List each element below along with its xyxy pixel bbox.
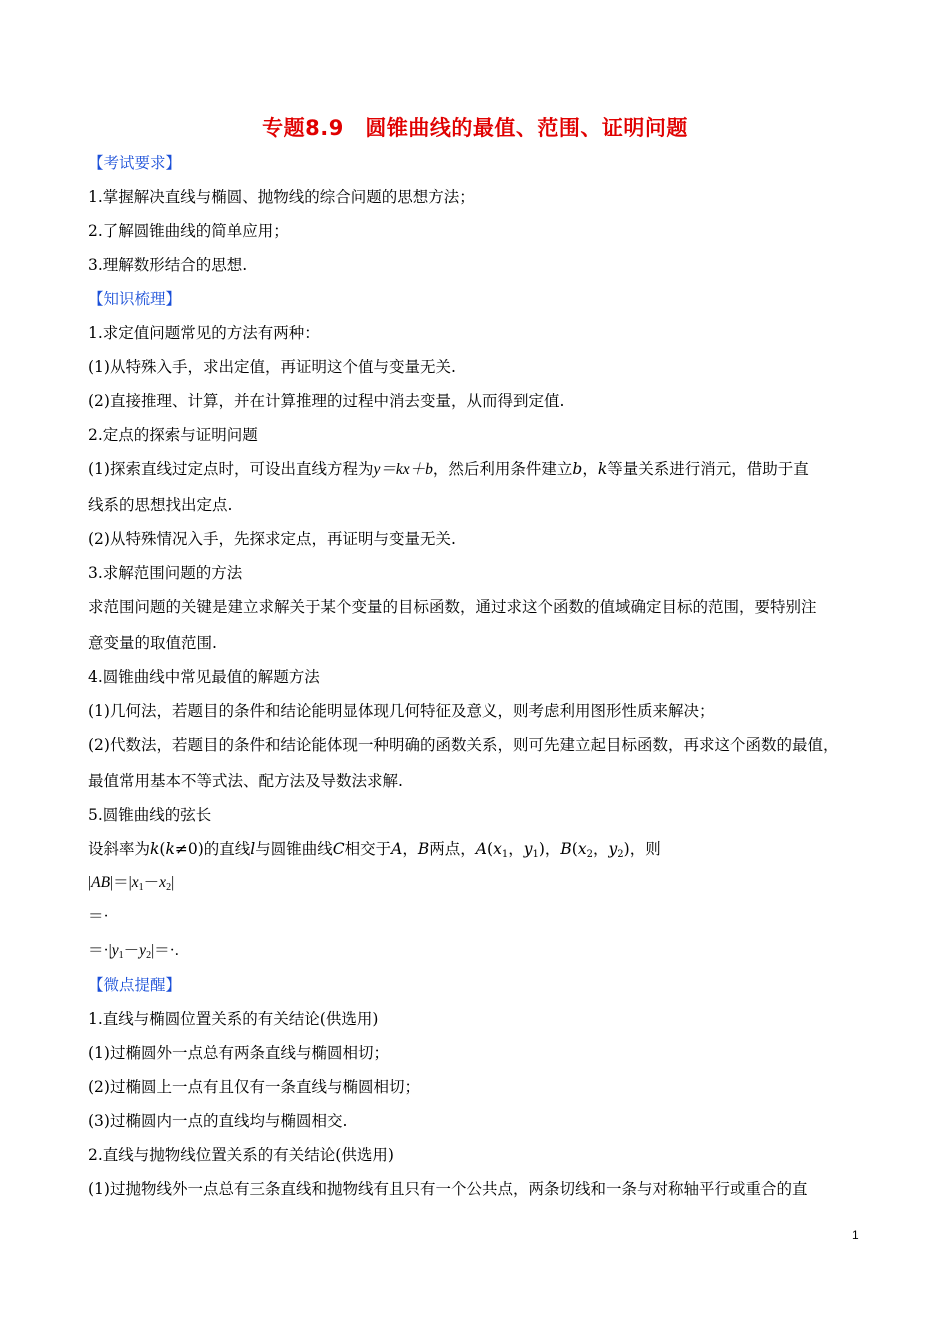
subscript: 2 — [586, 849, 593, 860]
var-B: B — [560, 840, 572, 858]
text: － — [143, 874, 160, 891]
knowledge-4a: (1)几何法，若题目的条件和结论能明显体现几何特征及意义，则考虑利用图形性质来解决； — [88, 702, 715, 720]
section-knowledge: 【知识梳理】 — [88, 290, 182, 308]
text: |＝| — [110, 874, 132, 891]
section-exam-requirements: 【考试要求】 — [88, 154, 182, 172]
subscript: 2 — [146, 950, 152, 961]
subscript: 1 — [501, 849, 509, 860]
text: ( — [571, 840, 578, 858]
knowledge-2a-cont: 线系的思想找出定点. — [88, 496, 233, 514]
requirement-3: 3.理解数形结合的思想. — [88, 256, 248, 274]
text: ， — [592, 840, 609, 858]
tip-1: 1.直线与椭圆位置关系的有关结论(供选用) — [88, 1010, 379, 1028]
text: ( — [159, 840, 166, 858]
knowledge-4b-cont: 最值常用基本不等式法、配方法及导数法求解. — [88, 772, 403, 790]
var-x: x — [159, 874, 167, 891]
var-y: y — [608, 840, 618, 858]
var-y: y — [139, 942, 147, 959]
line-equation: y＝kx＋b — [373, 461, 433, 478]
subscript: 2 — [617, 849, 624, 860]
text: |＝·. — [151, 942, 179, 959]
formula-chord-1 — [88, 866, 878, 900]
formula-chord-2: ＝· — [88, 908, 109, 925]
var-k: k — [597, 460, 608, 478]
knowledge-4: 4.圆锥曲线中常见最值的解题方法 — [88, 668, 320, 686]
page-number: 1 — [852, 1228, 859, 1242]
text: ，然后利用条件建立 — [432, 460, 573, 478]
knowledge-1a: (1)从特殊入手，求出定值，再证明这个值与变量无关. — [88, 358, 456, 376]
knowledge-2b: (2)从特殊情况入手，先探求定点，再证明与变量无关. — [88, 530, 456, 548]
tip-2a: (1)过抛物线外一点总有三条直线和抛物线有且只有一个公共点，两条切线和一条与对称轴平行或重合的直 — [88, 1180, 808, 1198]
var-B: B — [417, 840, 430, 858]
text: (1)探索直线过定点时，可设出直线方程为 — [88, 460, 374, 478]
var-AB: AB — [91, 874, 111, 891]
knowledge-1b: (2)直接推理、计算，并在计算推理的过程中消去变量，从而得到定值. — [88, 392, 565, 410]
page-title: 专题8.9 圆锥曲线的最值、范围、证明问题 — [262, 116, 688, 140]
var-x: x — [131, 874, 139, 891]
var-C: C — [332, 840, 345, 858]
var-k: k — [150, 840, 160, 858]
knowledge-4b: (2)代数法，若题目的条件和结论能体现一种明确的函数关系，则可先建立起目标函数，再求这个函数的最值， — [88, 736, 839, 754]
knowledge-3: 3.求解范围问题的方法 — [88, 564, 243, 582]
var-y: y — [523, 840, 533, 858]
var-b: b — [572, 460, 583, 478]
text: )，则 — [623, 840, 661, 858]
subscript: 1 — [532, 849, 539, 860]
knowledge-2a — [88, 452, 878, 488]
text: ， — [582, 460, 598, 478]
knowledge-5a — [88, 832, 878, 866]
var-k: k — [165, 840, 175, 858]
text: － — [123, 942, 140, 959]
text: )， — [538, 840, 561, 858]
text: ， — [508, 840, 524, 858]
text: 相交于 — [344, 840, 392, 858]
requirement-1: 1.掌握解决直线与椭圆、抛物线的综合问题的思想方法； — [88, 188, 475, 206]
var-y: y — [111, 942, 119, 959]
knowledge-3a-cont: 意变量的取值范围. — [88, 634, 217, 652]
subscript: 2 — [166, 882, 172, 893]
text: ( — [487, 840, 494, 858]
requirement-2: 2.了解圆锥曲线的简单应用； — [88, 222, 289, 240]
knowledge-3a: 求范围问题的关键是建立求解关于某个变量的目标函数，通过求这个函数的值域确定目标的范围，要特别注 — [88, 598, 817, 616]
text: ＝·| — [88, 942, 112, 959]
subscript: 1 — [118, 950, 124, 961]
subscript: 1 — [138, 882, 144, 893]
formula-chord-3 — [88, 934, 878, 968]
var-A: A — [475, 840, 487, 858]
section-tips: 【微点提醒】 — [88, 976, 182, 994]
knowledge-5: 5.圆锥曲线的弦长 — [88, 806, 212, 824]
var-l: l — [250, 840, 256, 858]
var-A: A — [391, 840, 403, 858]
text: | — [88, 874, 92, 891]
tip-2: 2.直线与抛物线位置关系的有关结论(供选用) — [88, 1146, 394, 1164]
document-body — [88, 146, 878, 1206]
text: ≠0)的直线 — [174, 840, 251, 858]
var-x: x — [577, 840, 587, 858]
text: 两点， — [429, 840, 476, 858]
text: | — [171, 874, 175, 891]
var-x: x — [493, 840, 502, 858]
tip-1a: (1)过椭圆外一点总有两条直线与椭圆相切； — [88, 1044, 389, 1062]
knowledge-1: 1.求定值问题常见的方法有两种： — [88, 324, 320, 342]
tip-1c: (3)过椭圆内一点的直线均与椭圆相交. — [88, 1112, 348, 1130]
text: 与圆锥曲线 — [255, 840, 333, 858]
text: ， — [402, 840, 418, 858]
knowledge-2: 2.定点的探索与证明问题 — [88, 426, 258, 444]
tip-1b: (2)过椭圆上一点有且仅有一条直线与椭圆相切； — [88, 1078, 420, 1096]
text: 等量关系进行消元，借助于直 — [607, 460, 809, 478]
text: 设斜率为 — [88, 840, 151, 858]
